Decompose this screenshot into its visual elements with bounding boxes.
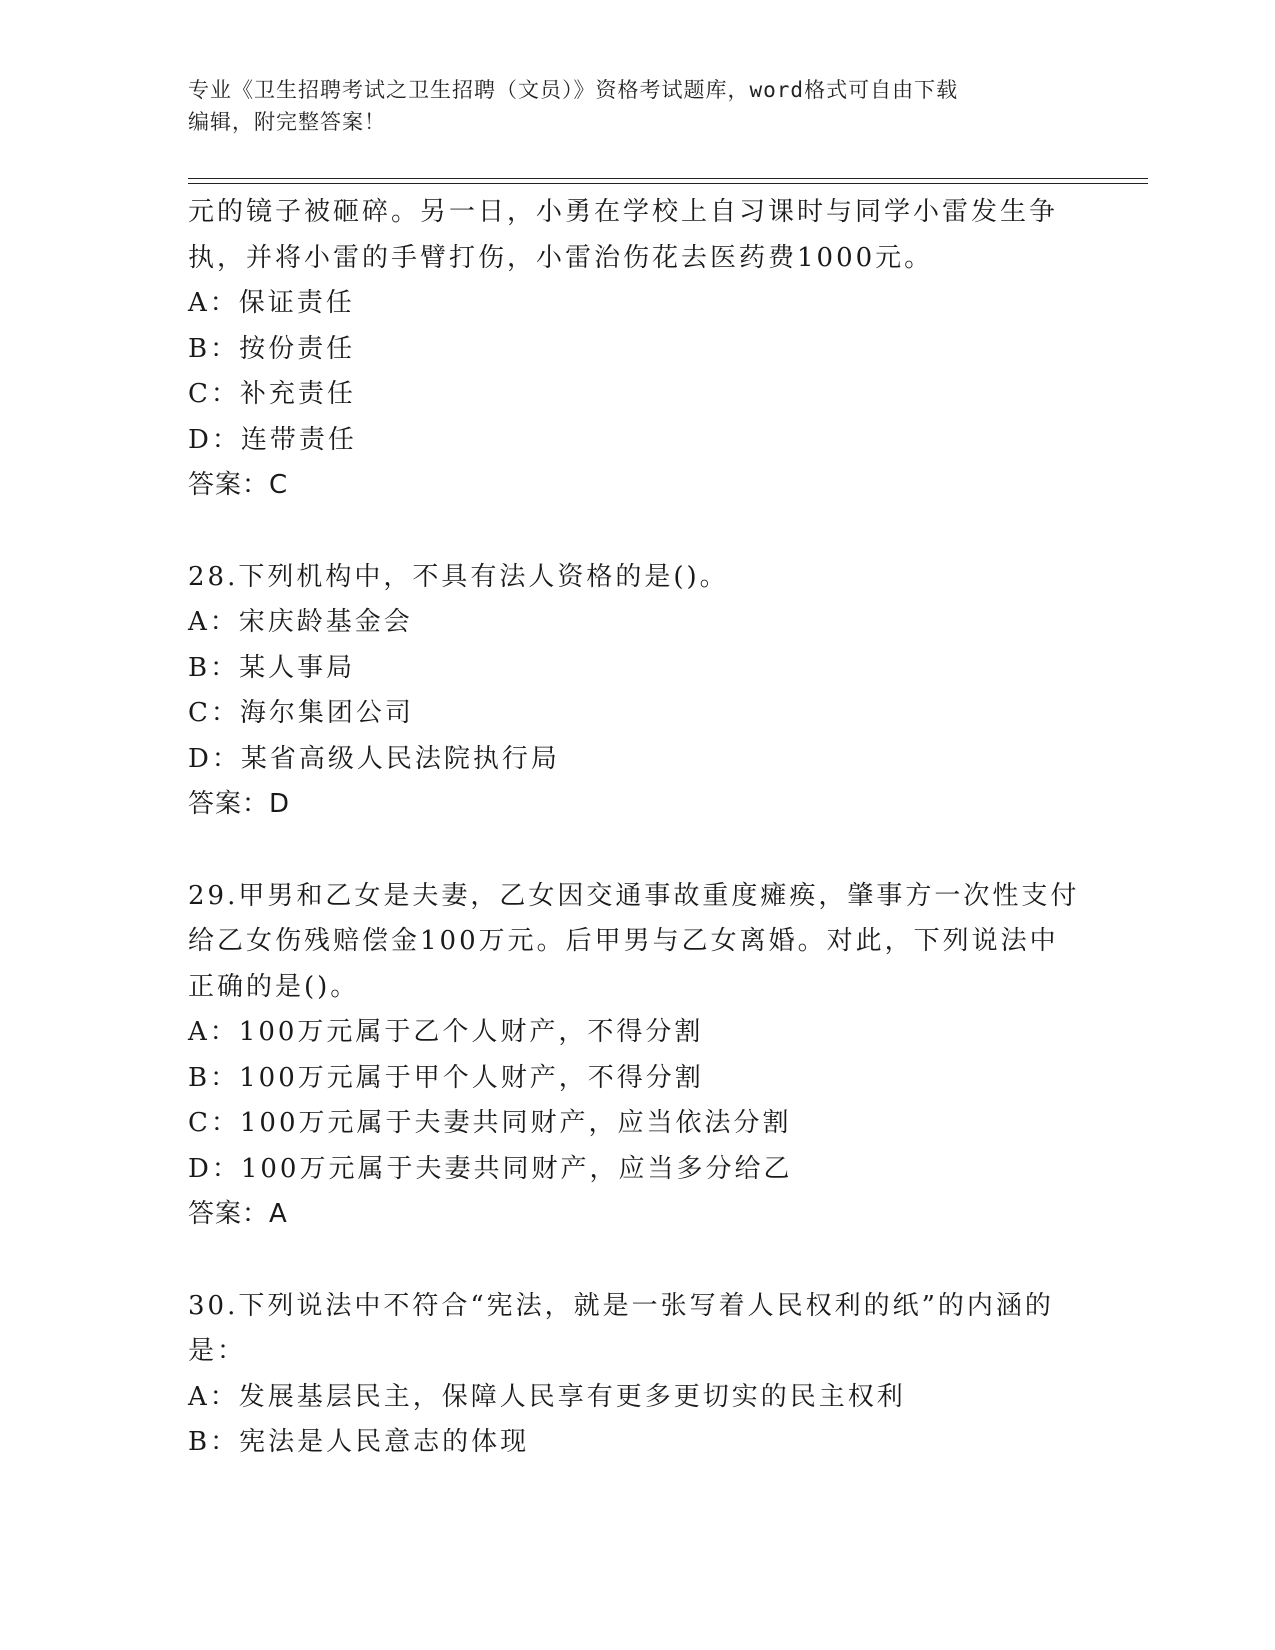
answer-line: 答案：C [188, 470, 289, 500]
header-divider-bottom [188, 183, 1148, 184]
option-c: C：补充责任 [188, 379, 356, 409]
question-text-line: 给乙女伤残赔偿金100万元。后甲男与乙女离婚。对此，下列说法中 [188, 926, 1059, 956]
option-b: B：宪法是人民意志的体现 [188, 1427, 530, 1457]
document-body [188, 190, 1088, 1466]
question-text-line: 是： [188, 1336, 247, 1366]
option-a: A：保证责任 [188, 288, 355, 318]
spacer [188, 1238, 1088, 1284]
option-b: B：按份责任 [188, 333, 356, 364]
option-a: A：宋庆龄基金会 [188, 607, 413, 637]
page-header [188, 74, 1088, 138]
answer-line: 答案：D [188, 789, 291, 819]
question-text-line: 30.下列说法中不符合“宪法，就是一张写着人民权利的纸”的内涵的 [188, 1290, 1054, 1321]
question-30 [188, 1284, 1088, 1466]
question-27-continuation [188, 190, 1088, 509]
question-29 [188, 874, 1088, 1238]
option-c: C：海尔集团公司 [188, 698, 414, 728]
header-divider-top [188, 178, 1148, 179]
option-b: B：100万元属于甲个人财产，不得分割 [188, 1062, 704, 1093]
option-b: B：某人事局 [188, 652, 356, 683]
option-d: D：连带责任 [188, 424, 357, 455]
option-a: A：发展基层民主，保障人民享有更多更切实的民主权利 [188, 1381, 906, 1412]
spacer [188, 509, 1088, 555]
option-d: D：100万元属于夫妻共同财产，应当多分给乙 [188, 1153, 793, 1184]
question-text-line: 执，并将小雷的手臂打伤，小雷治伤花去医药费1000元。 [188, 242, 934, 273]
answer-line: 答案：A [188, 1199, 288, 1229]
question-text-line: 正确的是()。 [188, 971, 360, 1002]
question-text-line: 元的镜子被砸碎。另一日，小勇在学校上自习课时与同学小雷发生争 [188, 197, 1059, 227]
option-a: A：100万元属于乙个人财产，不得分割 [188, 1017, 704, 1047]
option-c: C：100万元属于夫妻共同财产，应当依法分割 [188, 1108, 792, 1138]
spacer [188, 828, 1088, 874]
question-text-line: 29.甲男和乙女是夫妻，乙女因交通事故重度瘫痪，肇事方一次性支付 [188, 880, 1080, 911]
option-d: D：某省高级人民法院执行局 [188, 743, 560, 774]
question-28 [188, 555, 1088, 828]
header-line-1: 专业《卫生招聘考试之卫生招聘（文员）》资格考试题库，word格式可自由下载 [188, 78, 959, 102]
question-text-line: 28.下列机构中，不具有法人资格的是()。 [188, 561, 729, 592]
header-line-2: 编辑，附完整答案！ [188, 110, 386, 134]
